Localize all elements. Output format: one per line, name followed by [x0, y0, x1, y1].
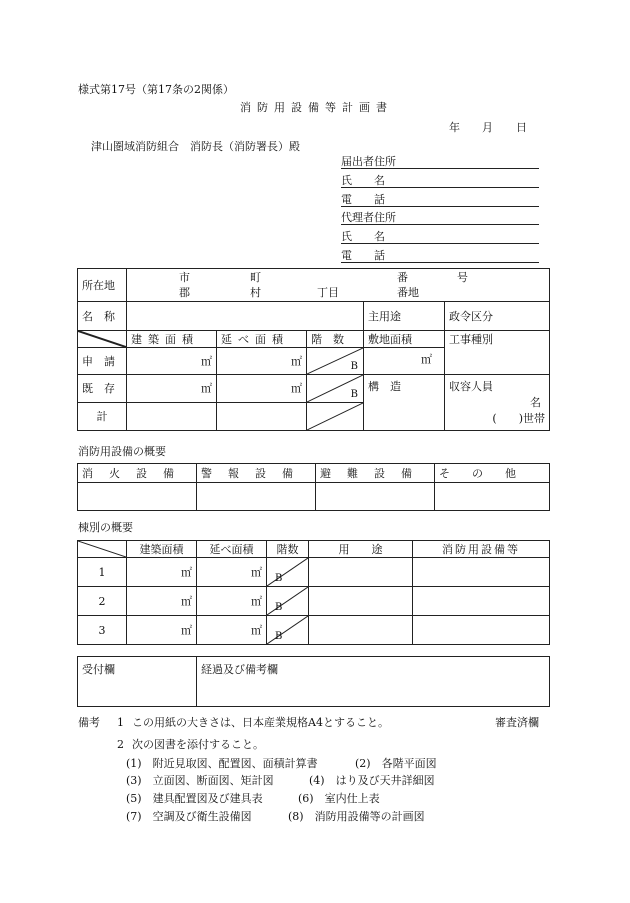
building-row-number: 3	[78, 616, 127, 645]
total-floor-area-header: 延べ面積	[217, 331, 307, 348]
unit-m2: ㎡	[251, 594, 262, 608]
buildings-corner-diagonal	[78, 541, 127, 558]
applicant-phone-field[interactable]	[341, 193, 539, 207]
overview-alarm-field[interactable]	[197, 483, 316, 511]
go-label: 号	[457, 271, 468, 284]
attachment-item: (1) 附近見取図、配置図、面積計算書	[126, 757, 318, 770]
buildings-col-building-area: 建築面積	[127, 541, 197, 558]
building-area-cell[interactable]	[127, 616, 197, 645]
basement-mark: B	[275, 631, 283, 642]
note2-number: 2	[117, 738, 124, 751]
applicant-address-label: 届出者住所	[341, 155, 396, 168]
building-area-cell[interactable]	[127, 558, 197, 587]
reception-field[interactable]	[78, 657, 197, 707]
reception-table	[77, 656, 550, 707]
applicant-name-label: 氏 名	[341, 174, 385, 187]
capacity-label: 収容人員	[449, 380, 493, 393]
buildings-col-use: 用 途	[309, 541, 413, 558]
overview-col-other: その他	[435, 464, 550, 483]
page-title: 消防用設備等計画書	[240, 101, 393, 114]
progress-field[interactable]	[197, 657, 550, 707]
capacity-field[interactable]	[445, 375, 550, 431]
reception-label: 受付欄	[82, 663, 115, 676]
apply-label: 申 請	[78, 348, 127, 375]
unit-m2: ㎡	[251, 623, 262, 637]
unit-m2: ㎡	[251, 565, 262, 579]
building-row-number: 1	[78, 558, 127, 587]
date-month: 月	[482, 121, 493, 134]
site-area-field[interactable]	[364, 348, 445, 375]
city-label: 市	[179, 271, 190, 284]
floors-cell[interactable]	[267, 558, 309, 587]
overview-other-field[interactable]	[435, 483, 550, 511]
unit-m2: ㎡	[291, 382, 302, 395]
agent-address-field[interactable]	[341, 211, 539, 225]
unit-m2: ㎡	[421, 353, 432, 366]
overview-col-alarm: 警報設備	[197, 464, 316, 483]
attachment-item: (2) 各階平面図	[355, 757, 437, 770]
buildings-col-equipment: 消防用設備等	[413, 541, 550, 558]
total-floor-area[interactable]	[217, 403, 307, 431]
overview-evacuation-field[interactable]	[316, 483, 435, 511]
location-label: 所在地	[78, 269, 127, 302]
applicant-name-field[interactable]	[341, 174, 539, 188]
equipment-cell[interactable]	[413, 587, 550, 616]
applicant-address-field[interactable]	[341, 155, 539, 169]
households-unit: ( )世帯	[492, 412, 546, 425]
basement-mark: B	[275, 573, 283, 584]
form-number: 様式第17号（第17条の2関係）	[78, 83, 234, 96]
note1-number: 1	[117, 716, 124, 729]
total-building-area[interactable]	[127, 403, 217, 431]
unit-m2: ㎡	[291, 354, 302, 368]
ban-label: 番	[397, 271, 408, 284]
total-label: 計	[78, 403, 127, 431]
date-year: 年	[449, 121, 460, 134]
agent-phone-field[interactable]	[341, 249, 539, 263]
gun-label: 郡	[179, 286, 190, 299]
overview-section-title: 消防用設備の概要	[78, 445, 166, 458]
date-day: 日	[516, 121, 527, 134]
site-area-label: 敷地面積	[364, 331, 445, 348]
name-label: 名 称	[78, 302, 127, 331]
floors-cell[interactable]	[267, 587, 309, 616]
attachment-item: (4) はり及び天井詳細図	[309, 774, 435, 787]
total-floor-area-cell[interactable]	[197, 587, 267, 616]
corner-diagonal	[78, 331, 127, 348]
use-cell[interactable]	[309, 587, 413, 616]
unit-m2: ㎡	[181, 594, 192, 608]
building-area-cell[interactable]	[127, 587, 197, 616]
overview-table	[77, 463, 550, 511]
progress-label: 経過及び備考欄	[201, 663, 278, 676]
unit-m2: ㎡	[181, 623, 192, 637]
review-label: 審査済欄	[495, 716, 539, 729]
apply-floors[interactable]	[307, 348, 364, 375]
agent-name-label: 氏 名	[341, 230, 385, 243]
use-cell[interactable]	[309, 558, 413, 587]
use-cell[interactable]	[309, 616, 413, 645]
applicant-phone-label: 電 話	[341, 193, 385, 206]
overview-fire-field[interactable]	[78, 483, 197, 511]
buildings-section-title: 棟別の概要	[78, 521, 133, 534]
agent-phone-label: 電 話	[341, 249, 385, 262]
basement-mark: B	[350, 361, 358, 372]
structure-label: 構 造	[364, 375, 445, 431]
attachment-item: (3) 立面図、断面図、矩計図	[126, 774, 274, 787]
attachment-item: (7) 空調及び衛生設備図	[126, 810, 252, 823]
agent-name-field[interactable]	[341, 230, 539, 244]
attachment-item: (5) 建具配置図及び建具表	[126, 792, 263, 805]
unit-m2: ㎡	[201, 354, 212, 368]
basement-mark: B	[275, 602, 283, 613]
floors-cell[interactable]	[267, 616, 309, 645]
main-use-label: 主用途	[364, 302, 445, 331]
banchi-label: 番地	[397, 286, 419, 299]
unit-m2: ㎡	[181, 565, 192, 579]
attachment-item: (8) 消防用設備等の計画図	[288, 810, 425, 823]
overview-col-evacuation: 避難設備	[316, 464, 435, 483]
construction-type-label: 工事種別	[445, 331, 550, 375]
seirei-label: 政令区分	[445, 302, 550, 331]
total-floors	[307, 403, 364, 431]
buildings-col-floors: 階数	[267, 541, 309, 558]
floors-header: 階 数	[307, 331, 364, 348]
addressee: 津山圏域消防組合 消防長（消防署長）殿	[91, 140, 300, 153]
building-area-header: 建築面積	[127, 331, 217, 348]
existing-building-area[interactable]	[127, 375, 217, 403]
location-field[interactable]	[127, 269, 550, 302]
chome-label: 丁目	[317, 286, 339, 299]
main-info-table	[77, 268, 550, 431]
buildings-table	[77, 540, 550, 645]
unit-m2: ㎡	[201, 382, 212, 395]
overview-col-fire: 消火設備	[78, 464, 197, 483]
buildings-col-total-floor-area: 延べ面積	[197, 541, 267, 558]
note1-text: この用紙の大きさは、日本産業規格A4とすること。	[132, 716, 389, 729]
existing-floors[interactable]	[307, 375, 364, 403]
existing-label: 既 存	[78, 375, 127, 403]
equipment-cell[interactable]	[413, 558, 550, 587]
mura-label: 村	[250, 286, 261, 299]
total-floor-area-cell[interactable]	[197, 558, 267, 587]
equipment-cell[interactable]	[413, 616, 550, 645]
town-label: 町	[250, 271, 261, 284]
note2-text: 次の図書を添付すること。	[132, 738, 264, 751]
existing-total-floor-area[interactable]	[217, 375, 307, 403]
name-field[interactable]	[127, 302, 364, 331]
basement-mark: B	[350, 389, 358, 400]
notes-heading: 備考	[78, 716, 100, 729]
apply-total-floor-area[interactable]	[217, 348, 307, 375]
attachment-item: (6) 室内仕上表	[298, 792, 380, 805]
building-row-number: 2	[78, 587, 127, 616]
apply-building-area[interactable]	[127, 348, 217, 375]
total-floor-area-cell[interactable]	[197, 616, 267, 645]
persons-unit: 名	[530, 396, 542, 409]
agent-address-label: 代理者住所	[341, 211, 396, 224]
